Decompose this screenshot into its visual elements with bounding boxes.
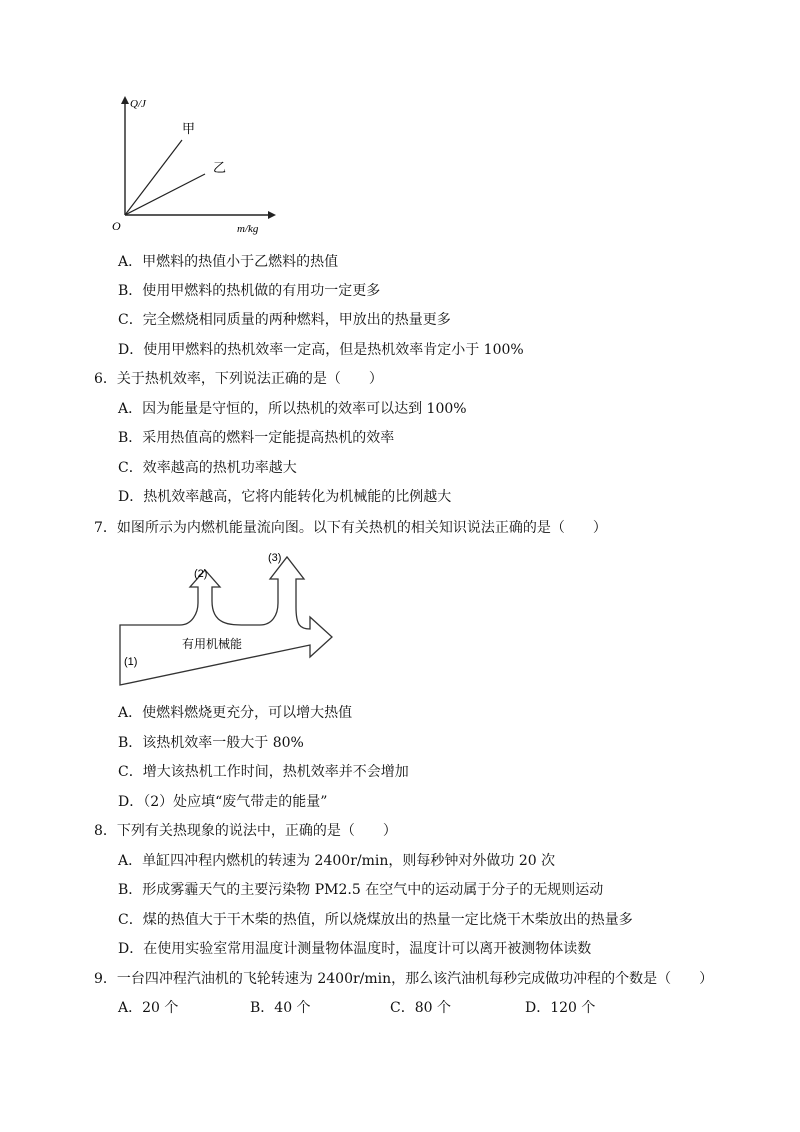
q6-option-d[interactable]: D．热机效率越高，它将内能转化为机械能的比例越大 <box>118 489 452 505</box>
q8-option-d[interactable]: D．在使用实验室常用温度计测量物体温度时，温度计可以离开被测物体读数 <box>118 941 592 957</box>
q9-option-d[interactable]: D．120 个 <box>525 1000 596 1016</box>
q6-option-b[interactable]: B．采用热值高的燃料一定能提高热机的效率 <box>118 430 395 446</box>
origin-label: O <box>112 219 121 233</box>
q8-stem: 8．下列有关热现象的说法中，正确的是（ ） <box>94 823 397 839</box>
q8-option-c[interactable]: C．煤的热值大于干木柴的热值，所以烧煤放出的热量一定比烧干木柴放出的热量多 <box>118 912 633 928</box>
useful-mechanical-energy-label: 有用机械能 <box>182 637 243 651</box>
energy-flow-diagram <box>110 545 350 695</box>
q9-stem: 9．一台四冲程汽油机的飞轮转速为 2400r/min，那么该汽油机每秒完成做功冲程的个数是（ ） <box>94 971 714 987</box>
q5-option-d[interactable]: D．使用甲燃料的热机效率一定高，但是热机效率肯定小于 100% <box>118 342 524 358</box>
x-axis-label: m/kg <box>237 223 259 235</box>
q9-option-a[interactable]: A．20 个 <box>118 1000 179 1016</box>
q7-option-a[interactable]: A．使燃料燃烧更充分，可以增大热值 <box>118 705 353 721</box>
q7-option-c[interactable]: C．增大该热机工作时间，热机效率并不会增加 <box>118 764 409 780</box>
q5-option-c[interactable]: C．完全燃烧相同质量的两种燃料，甲放出的热量更多 <box>118 312 451 328</box>
q7-stem: 7．如图所示为内燃机能量流向图。以下有关热机的相关知识说法正确的是（ ） <box>94 520 607 536</box>
q5-option-a[interactable]: A．甲燃料的热值小于乙燃料的热值 <box>118 254 339 270</box>
q7-option-b[interactable]: B．该热机效率一般大于 80% <box>118 735 304 751</box>
q6-option-c[interactable]: C．效率越高的热机功率越大 <box>118 460 297 476</box>
q9-option-b[interactable]: B．40 个 <box>250 1000 311 1016</box>
q-m-graph <box>110 92 290 242</box>
q8-option-a[interactable]: A．单缸四冲程内燃机的转速为 2400r/min，则每秒钟对外做功 20 次 <box>118 853 556 869</box>
q5-option-b[interactable]: B．使用甲燃料的热机做的有用功一定更多 <box>118 283 381 299</box>
line-b-label: 乙 <box>213 161 227 176</box>
energy-flow-arrow <box>120 557 332 685</box>
flow-label-3: (3) <box>268 552 282 564</box>
q6-stem: 6．关于热机效率，下列说法正确的是（ ） <box>94 371 383 387</box>
line-a-label: 甲 <box>182 122 196 137</box>
flow-label-2: (2) <box>194 568 208 580</box>
flow-label-1: (1) <box>124 656 138 668</box>
y-axis-label: Q/J <box>130 98 146 110</box>
q9-option-c[interactable]: C．80 个 <box>390 1000 451 1016</box>
q6-option-a[interactable]: A．因为能量是守恒的，所以热机的效率可以达到 100% <box>118 401 467 417</box>
q8-option-b[interactable]: B．形成雾霾天气的主要污染物 PM2.5 在空气中的运动属于分子的无规则运动 <box>118 882 604 898</box>
q7-option-d[interactable]: D．（2）处应填“废气带走的能量” <box>118 794 328 810</box>
